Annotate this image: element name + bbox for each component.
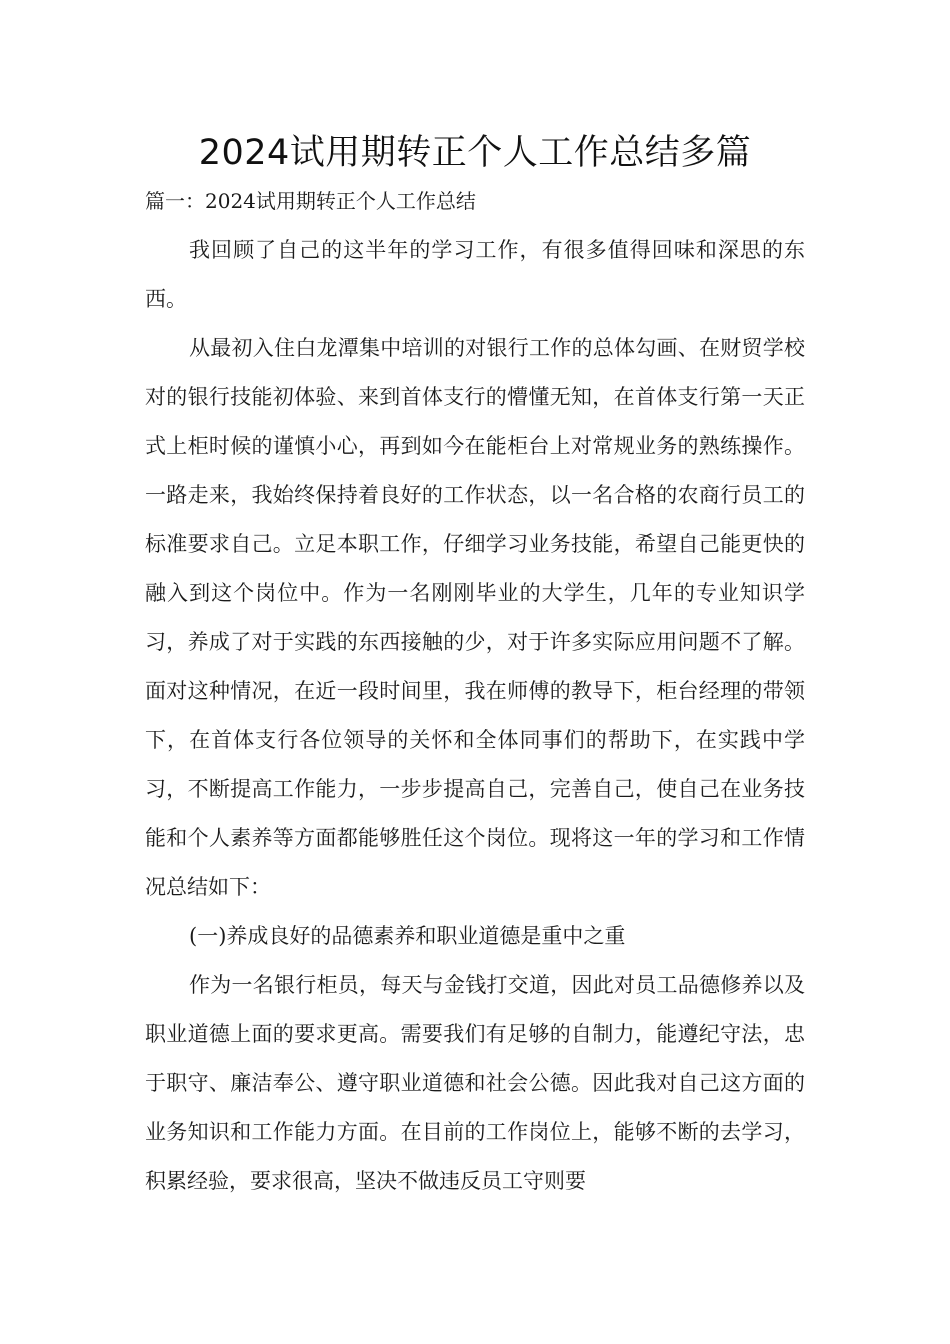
paragraph-3: 作为一名银行柜员，每天与金钱打交道，因此对员工品德修养以及职业道德上面的要求更高。需要我们有足够的自制力，能遵纪守法，忠于职守、廉洁奉公、遵守职业道德和社会公德。因此我对自己这方面的业务知识和工作能力方面。在目前的工作岗位上，能够不断的去学习，积累经验，要求很高，坚决不做违反员工守则要 xyxy=(145,973,805,1193)
paragraph-1: 我回顾了自己的这半年的学习工作，有很多值得回味和深思的东西。 xyxy=(145,238,805,311)
subheading: (一)养成良好的品德素养和职业道德是重中之重 xyxy=(189,924,626,948)
paragraph-2: 从最初入住白龙潭集中培训的对银行工作的总体勾画、在财贸学校对的银行技能初体验、来到首体支行的懵懂无知，在首体支行第一天正式上柜时候的谨慎小心，再到如今在能柜台上对常规业务的熟练操作。一路走来，我始终保持着良好的工作状态，以一名合格的农商行员工的标准要求自己。立足本职工作，仔细学习业务技能，希望自己能更快的融入到这个岗位中。作为一名刚刚毕业的大学生，几年的专业知识学习，养成了对于实践的东西接触的少，对于许多实际应用问题不了解。面对这种情况，在近一段时间里，我在师傅的教导下，柜台经理的带领下，在首体支行各位领导的关怀和全体同事们的帮助下，在实践中学习，不断提高工作能力，一步步提高自己，完善自己，使自己在业务技能和个人素养等方面都能够胜任这个岗位。现将这一年的学习和工作情况总结如下： xyxy=(145,336,805,899)
document-title: 2024试用期转正个人工作总结多篇 xyxy=(198,133,752,173)
section-label: 篇一：2024试用期转正个人工作总结 xyxy=(145,189,476,213)
document-body xyxy=(145,226,805,1206)
